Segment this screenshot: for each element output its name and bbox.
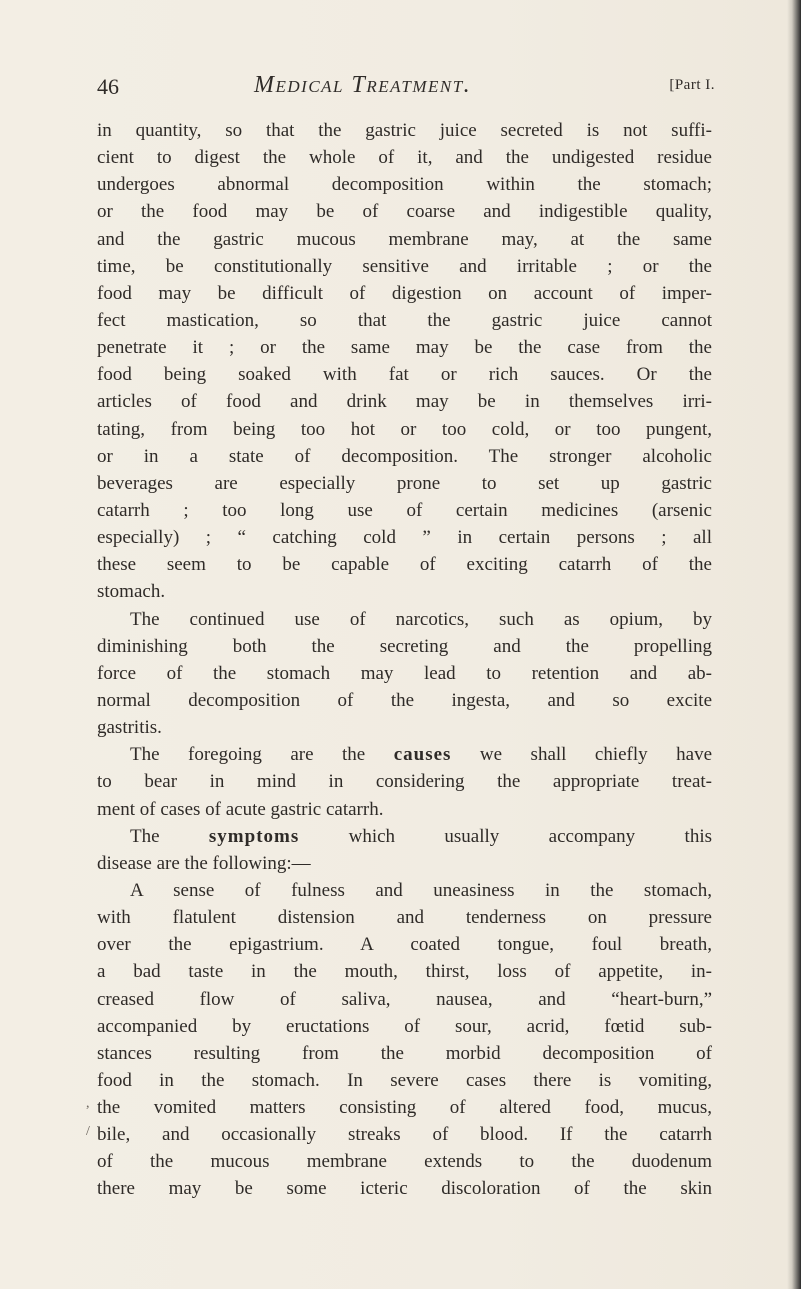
- text-line: or the food may be of coarse and indigestible quality,: [97, 201, 712, 223]
- part-label: [Part I.: [669, 77, 715, 93]
- text-line: the vomited matters consisting of altered food, mucus,: [97, 1097, 712, 1119]
- text-line: undergoes abnormal decomposition within the stomach;: [97, 174, 712, 196]
- text-line: over the epigastrium. A coated tongue, foul breath,: [97, 934, 712, 956]
- text-line: force of the stomach may lead to retention and ab-: [97, 662, 712, 684]
- line-post: which usually accompany this: [299, 825, 712, 847]
- text-line: beverages are especially prone to set up gastric: [97, 472, 712, 494]
- text-line: A sense of fulness and uneasiness in the stomach,: [130, 879, 712, 901]
- line-pre: The foregoing are the: [130, 744, 394, 766]
- text-line: creased flow of saliva, nausea, and “heart-burn,”: [97, 988, 712, 1010]
- text-line: The continued use of narcotics, such as opium, by: [130, 608, 712, 630]
- text-line: to bear in mind in considering the appropriate treat-: [97, 771, 712, 793]
- text-line: diminishing both the secreting and the propelling: [97, 635, 712, 657]
- text-line: especially) ; “ catching cold ” in certain persons ; all: [97, 527, 712, 549]
- page-number: 46: [97, 74, 119, 99]
- text-line: gastritis.: [97, 717, 162, 739]
- text-line: stomach.: [97, 581, 166, 603]
- text-line: food may be difficult of digestion on account of imper-: [97, 282, 712, 304]
- text-line: a bad taste in the mouth, thirst, loss of appetite, in-: [97, 961, 712, 983]
- text-line: and the gastric mucous membrane may, at the same: [97, 228, 712, 250]
- text-line: food in the stomach. In severe cases there is vomiting,: [97, 1069, 712, 1091]
- causes-emphasis: causes: [393, 744, 452, 766]
- text-line: penetrate it ; or the same may be the case from the: [97, 337, 712, 359]
- text-line: normal decomposition of the ingesta, and so excite: [97, 689, 712, 711]
- symptoms-emphasis: symptoms: [208, 825, 300, 847]
- margin-mark: /: [86, 1124, 90, 1139]
- text-line: in quantity, so that the gastric juice secreted is not suffi-: [97, 120, 712, 141]
- line-post: we shall chiefly have: [451, 744, 713, 766]
- page-header: [97, 74, 715, 104]
- text-line: catarrh ; too long use of certain medicines (arsenic: [97, 499, 712, 521]
- text-line: there may be some icteric discoloration of the skin: [97, 1178, 712, 1200]
- text-line: cient to digest the whole of it, and the undigested residue: [97, 147, 712, 169]
- text-line: fect mastication, so that the gastric juice cannot: [97, 309, 712, 331]
- text-line: articles of food and drink may be in themselves irri-: [97, 391, 712, 413]
- page-edge-shadow: [787, 0, 801, 1289]
- line-pre: The: [130, 825, 209, 847]
- text-line-with-emphasis: [97, 741, 712, 768]
- body-text: [97, 117, 712, 1203]
- text-line: food being soaked with fat or rich sauces. Or the: [97, 364, 712, 386]
- text-line: time, be constitutionally sensitive and irritable ; or the: [97, 255, 712, 277]
- text-line: tating, from being too hot or too cold, or too pungent,: [97, 418, 712, 440]
- text-line: disease are the following:—: [97, 852, 311, 874]
- text-line: bile, and occasionally streaks of blood. If the catarrh: [97, 1124, 712, 1146]
- margin-mark: ,: [86, 1096, 90, 1111]
- text-line: these seem to be capable of exciting catarrh of the: [97, 554, 712, 576]
- text-line: stances resulting from the morbid decomposition of: [97, 1042, 712, 1064]
- text-line: ment of cases of acute gastric catarrh.: [97, 798, 384, 820]
- text-line-with-emphasis: [97, 823, 712, 850]
- text-line: with flatulent distension and tenderness on pressure: [97, 907, 712, 929]
- running-title: Medical Treatment.: [254, 72, 472, 98]
- text-line: of the mucous membrane extends to the duodenum: [97, 1151, 712, 1173]
- text-line: accompanied by eructations of sour, acrid, fœtid sub-: [97, 1015, 712, 1037]
- text-line: or in a state of decomposition. The stronger alcoholic: [97, 445, 712, 467]
